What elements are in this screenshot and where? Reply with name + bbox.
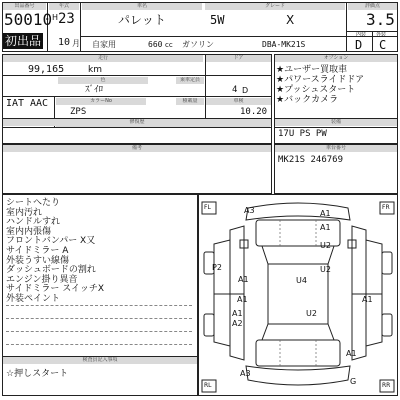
grade-label: グレード (205, 3, 345, 10)
month-unit: 月 (72, 39, 80, 48)
damage-mark-a1-left: A1 (238, 275, 249, 284)
memo-line: ハンドルすれ (6, 217, 61, 228)
damage-mark-u2-right: U2 (320, 241, 331, 250)
damage-mark-a1-frl: A1 (320, 223, 331, 232)
mileage-unit: km (88, 65, 102, 75)
color-code-label: カラーNo (56, 98, 146, 105)
model-code: DBA-MK21S (262, 40, 306, 49)
damage-mark-a1-mid: A1 (237, 295, 248, 304)
month: 10 (58, 37, 71, 48)
damage-mark-u4-center: U4 (296, 276, 307, 285)
seats-label: 乗車定員 (176, 77, 204, 84)
damage-mark-a1-rear: A1 (346, 349, 357, 358)
damage-mark-a1-right: A1 (362, 295, 373, 304)
lot-number: 50010 (4, 10, 53, 29)
lot-no-label: 出品番号 (3, 3, 46, 10)
corner-box-rr: RR (382, 382, 391, 389)
color-code: ZPS (70, 107, 87, 117)
equipment: 17U PS PW (278, 129, 327, 139)
displacement: 660 (148, 40, 163, 49)
option-4: ★バックカメラ (276, 95, 339, 105)
notes-label: 備考 (3, 145, 271, 152)
use-type: 自家用 (92, 40, 116, 49)
model-year: 23 (58, 11, 75, 27)
memo-line: シートへたり (6, 198, 61, 208)
damage-mark-u2-lower: U2 (306, 309, 317, 318)
score-label: 評価点 (348, 3, 397, 10)
memo-line: エンジン掛り異音 (6, 274, 78, 285)
damage-mark-a1-lower: A1 (232, 309, 243, 318)
first-listing-badge: 初出品 (5, 34, 42, 48)
memo-line: サイドミラー A (6, 245, 69, 256)
door-unit: D (242, 86, 249, 95)
mileage: 99,165 (28, 64, 65, 75)
memo-line: 外装ペイント (6, 293, 61, 304)
damage-mark-a1-top: A1 (320, 209, 331, 218)
damage-mark-p2-left: P2 (212, 263, 222, 272)
damage-mark-a2-lower: A2 (232, 319, 243, 328)
memo-lines (6, 199, 196, 305)
inspector-notes-label: 検査員記入事項 (3, 357, 197, 364)
color-label: 色 (58, 77, 148, 84)
car-name: パレット (118, 13, 166, 27)
interior-label: 内装 (356, 32, 367, 38)
equip-label: 装備 (275, 119, 397, 126)
inspector-note: ☆押しスタート (6, 369, 69, 379)
memo-line: ダッシュボードの割れ (6, 265, 96, 276)
damage-mark-u2-side: U2 (320, 265, 331, 274)
option-1: ★ユーザー買取車 (276, 65, 348, 75)
option-3: ★プッシュスタート (276, 85, 356, 95)
memo-line: 外装うすい線傷 (6, 255, 70, 266)
mileage-label: 走行 (3, 55, 203, 62)
exterior-grade: C (379, 38, 387, 52)
capacity-label: 積載量 (176, 98, 204, 105)
door-count: 4 (232, 85, 238, 95)
interior-grade: D (355, 38, 363, 52)
vin: MK21S 246769 (278, 155, 344, 165)
corner-box-rl: RL (204, 382, 212, 389)
corner-box-fr: FR (382, 204, 390, 211)
option-2: ★パワースライドドア (276, 75, 365, 85)
vin-label: 車台番号 (275, 145, 397, 152)
damage-mark-a3-top: A3 (244, 206, 255, 215)
transmission: IAT (6, 98, 25, 109)
year-label: 年式 (49, 3, 79, 10)
displacement-unit: cc (165, 41, 173, 49)
options-label: オプション (275, 55, 397, 62)
fuel-type: ガソリン (182, 40, 214, 49)
memo-line: サイドミラー スイッチX (6, 284, 105, 295)
history-label: 修復歴 (3, 119, 271, 126)
car-name-label: 車名 (82, 3, 202, 10)
memo-line: フロントバンパー X又 (6, 236, 96, 247)
damage-diagram (200, 200, 396, 394)
door-label: ドア (206, 55, 271, 62)
air-conditioning: AAC (30, 98, 49, 109)
overall-score: 3.5 (366, 10, 395, 29)
exterior-label: 外装 (376, 32, 387, 38)
inspection-label: 車検 (206, 98, 271, 105)
memo-line: 室内内張傷 (6, 226, 52, 237)
corner-box-fl: FL (204, 204, 211, 211)
memo-line: 室内汚れ (6, 207, 43, 218)
inspection-date: 10.20 (240, 107, 268, 117)
class: X (286, 13, 295, 27)
grade-code: 5W (210, 13, 225, 27)
damage-mark-g: G (350, 377, 357, 386)
era-symbol: H (52, 13, 59, 22)
vehicle-color: ｽﾞｲﾛ (85, 85, 104, 95)
damage-mark-a3-rear: A3 (240, 369, 251, 378)
